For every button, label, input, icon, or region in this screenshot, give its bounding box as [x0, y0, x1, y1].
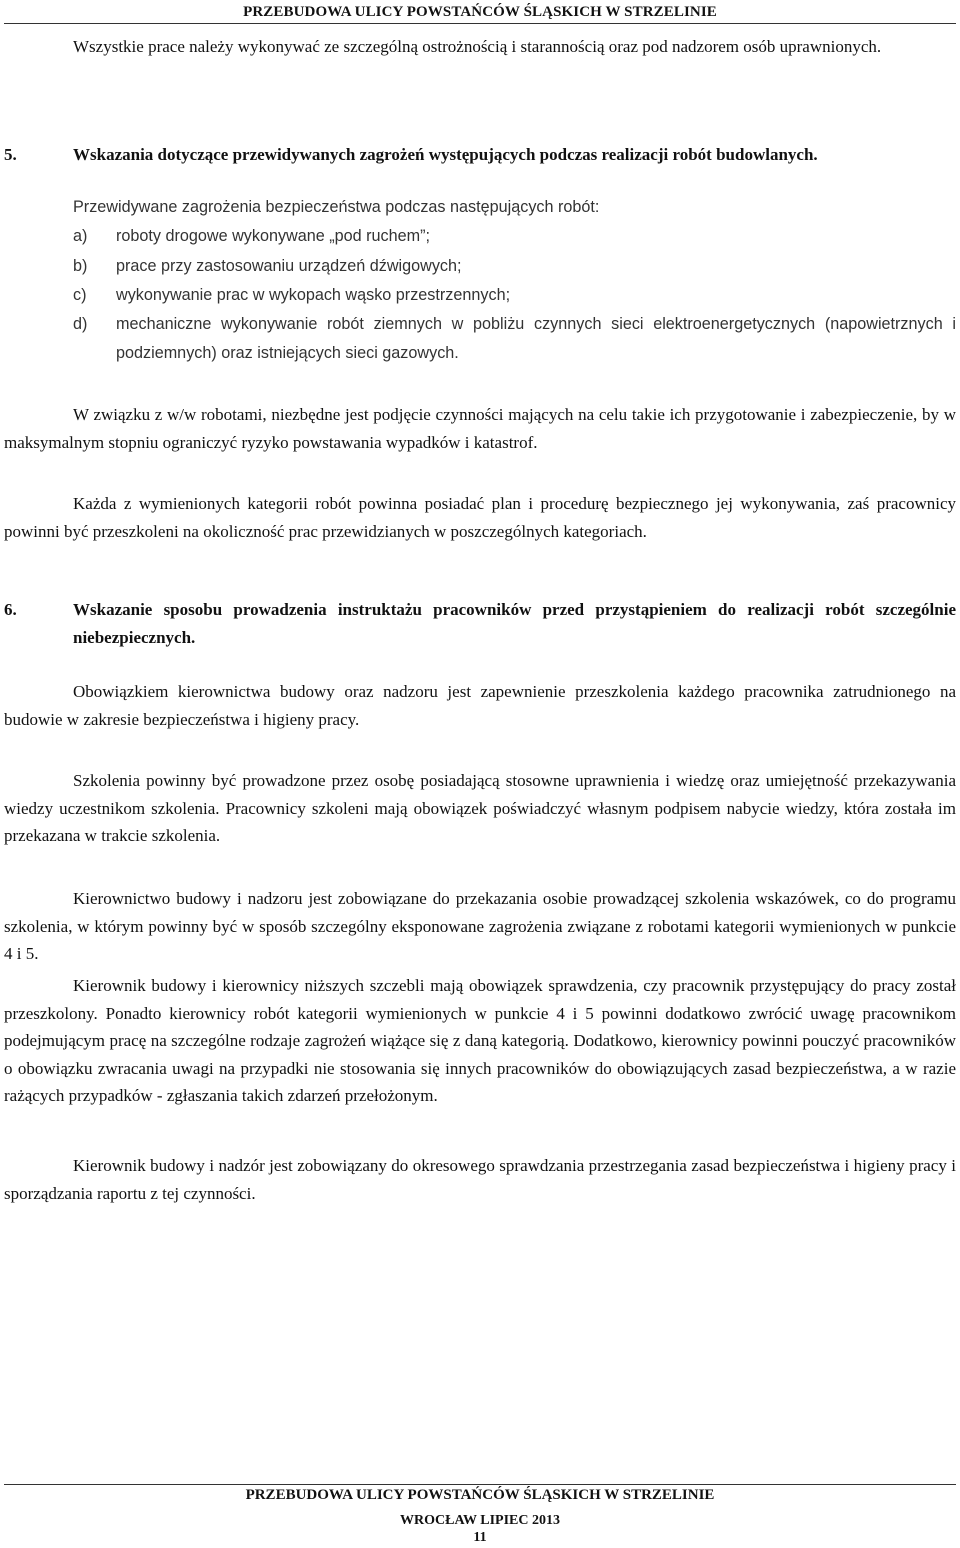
list-item — [73, 222, 956, 251]
section-6-title: Wskazanie sposobu prowadzenia instruktażu pracowników przed przystąpieniem do realizacji robót szczególnie niebezpiecznych. — [73, 600, 956, 647]
section-5-paragraph-1: W związku z w/w robotami, niezbędne jest podjęcie czynności mających na celu takie ich przygotowanie i zabezpieczenie, by w maksymalnym stopniu ograniczyć ryzyko powstawania wypadków i katastrof. — [4, 405, 956, 452]
section-6-number: 6. — [4, 600, 17, 619]
intro-paragraph: Wszystkie prace należy wykonywać ze szczególną ostrożnością i starannością oraz pod nadzorem osób uprawnionych. — [73, 37, 882, 56]
section-5-title: Wskazania dotyczące przewidywanych zagrożeń występujących podczas realizacji robót budowlanych. — [73, 145, 818, 164]
list-item-text: wykonywanie prac w wykopach wąsko przestrzennych; — [116, 285, 511, 304]
header-title: PRZEBUDOWA ULICY POWSTAŃCÓW ŚLĄSKICH W STRZELINIE — [243, 4, 717, 20]
page-header — [0, 0, 960, 24]
page-number: 11 — [473, 1530, 487, 1545]
section-6-paragraph-2: Szkolenia powinny być prowadzone przez osobę posiadającą stosowne uprawnienia i wiedzę oraz umiejętność przekazywania wiedzy uczestnikom szkolenia. Pracownicy szkoleni mają obowiązek poświadczyć własnym podpisem nabycie wiedzy, która została im przekazana w trakcie szkolenia. — [4, 771, 956, 845]
section-6-paragraph-4: Kierownik budowy i kierownicy niższych szczebli mają obowiązek sprawdzenia, czy pracownik przystępujący do pracy został przeszkolony. Ponadto kierownicy robót kategorii wymienionych w punkcie 4 i 5 powinni dodatkowo zwrócić uwagę pracownikom podejmującym pracę na szczególne rodzaje zagrożeń wiążące się z daną kategorią. Dodatkowo, kierownicy powinni pouczyć pracowników o obowiązku zwracania uwagi na przypadki nie stosowania się innych pracowników do obowiązujących zasad bezpieczeństwa, a w razie rażących przypadków - zgłaszania takich zdarzeń przełożonym. — [4, 976, 956, 1105]
list-item-text: prace przy zastosowaniu urządzeń dźwigowych; — [116, 256, 462, 275]
section-6-paragraph-3: Kierownictwo budowy i nadzoru jest zobowiązane do przekazania osobie prowadzącej szkolenia wskazówek, co do programu szkolenia, w którym powinny być w sposób szczególny eksponowane zagrożenia związane z robotami kategorii wymienionych w punkcie 4 i 5. — [4, 889, 956, 963]
list-item-label: a) — [73, 227, 88, 246]
section-6-paragraph-1: Obowiązkiem kierownictwa budowy oraz nadzoru jest zapewnienie przeszkolenia każdego pracownika zatrudnionego na budowie w zakresie bezpieczeństwa i higieny pracy. — [4, 682, 956, 729]
section-6-paragraph-5: Kierownik budowy i nadzór jest zobowiązany do okresowego sprawdzania przestrzegania zasad bezpieczeństwa i higieny pracy i sporządzania raportu z tej czynności. — [4, 1156, 956, 1203]
list-item-label: d) — [73, 315, 88, 334]
section-5-paragraph-2: Każda z wymienionych kategorii robót powinna posiadać plan i procedurę bezpiecznego jej wykonywania, zaś pracownicy powinni być przeszkoleni na okoliczność prac przewidzianych w poszczególnych kategoriach. — [4, 494, 956, 541]
section-5-number: 5. — [4, 145, 17, 164]
list-item — [73, 252, 956, 281]
footer-title: PRZEBUDOWA ULICY POWSTAŃCÓW ŚLĄSKICH W STRZELINIE — [245, 1487, 715, 1503]
list-item-label: c) — [73, 285, 87, 304]
hazard-list — [73, 193, 956, 369]
header-divider — [4, 23, 956, 24]
list-item-label: b) — [73, 256, 88, 275]
list-item-text: mechaniczne wykonywanie robót ziemnych w pobliżu czynnych sieci elektroenergetycznych (napowietrznych i podziemnych) oraz istniejących sieci gazowych. — [116, 315, 956, 363]
hazard-list-lead: Przewidywane zagrożenia bezpieczeństwa podczas następujących robót: — [73, 198, 600, 216]
list-item — [73, 310, 956, 369]
footer-divider — [4, 1484, 956, 1485]
list-item-text: roboty drogowe wykonywane „pod ruchem”; — [116, 227, 431, 246]
footer-date: WROCŁAW LIPIEC 2013 — [400, 1513, 560, 1528]
list-item — [73, 281, 956, 310]
